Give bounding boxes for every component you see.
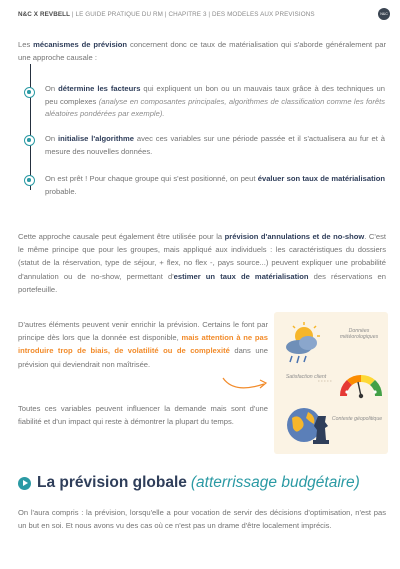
logo-text: N&C — [380, 12, 388, 16]
step-2 — [45, 133, 385, 158]
para3-text-2: dans une prévision qui deviendrait non maîtrisée. — [18, 346, 268, 369]
section-title: La prévision globale — [37, 474, 187, 491]
intro-paragraph — [18, 38, 386, 64]
cancellation-paragraph — [18, 230, 386, 296]
label-weather: Données météorologiques — [339, 328, 379, 341]
step-2-bold: initialise l'algorithme — [58, 134, 134, 143]
para4-text: Toutes ces variables peuvent influencer la demande mais sont d'une fiabilité et d'un impact qui reste à démontrer la plupart du temps. — [18, 404, 268, 427]
satisfaction-gauge-icon — [336, 366, 386, 400]
logo-badge — [378, 8, 390, 20]
step-1-text-1: On — [45, 84, 59, 93]
enrichment-paragraph — [18, 318, 268, 371]
timeline-bullet-icon — [24, 87, 35, 98]
step-1-text-2: qui expliquent un bon ou un mauvais taux grâce à des techniques un peu complexes — [45, 84, 385, 106]
para2-text-2: . C'est le même principe que pour les groupes, mais appliqué aux individuels : les caractéristiques du dossiers (statut de la réservation, type de séjour, + flex, no flex -, pays source...) peuvent expliquer une probabilité d'annulation ou de no-show, permettant d' — [18, 232, 386, 281]
step-3-text-2: probable. — [45, 186, 77, 196]
section-subtitle: (atterrissage budgétaire) — [190, 474, 360, 491]
step-2-text-1: On — [45, 134, 58, 143]
para3-text-1: D'autres éléments peuvent venir enrichir la prévision. Certains le font par principe dès lors que la donnée est disponible, — [18, 320, 268, 343]
factors-illustration — [274, 312, 388, 454]
dotted-arrow-icon — [318, 376, 336, 386]
intro-text-1: Les — [18, 40, 34, 49]
para3-warning: mais attention à ne pas introduire trop de biais, de volatilité ou de complexité — [18, 333, 268, 356]
step-2-text-2: avec ces variables sur une période passée et il s'actualisera au fur et à mesure des nouvelles données. — [45, 134, 385, 156]
running-header — [18, 11, 380, 18]
variables-paragraph — [18, 402, 268, 428]
global-forecast-paragraph — [18, 506, 386, 532]
header-chapter: | LE GUIDE PRATIQUE DU RM | CHAPITRE 3 | DES MODELES AUX PREVISIONS — [70, 11, 315, 18]
timeline-line — [30, 64, 31, 190]
label-satisfaction: Satisfaction client — [285, 374, 327, 380]
step-1 — [45, 83, 385, 121]
step-3-text-1: On est prêt ! Pour chaque groupe qui s'est positionné, on peut — [45, 174, 258, 183]
header-brand: N&C X REVBELL — [18, 11, 71, 18]
label-geopolitics: Contexte géopolitique — [331, 416, 383, 422]
timeline-bullet-icon — [24, 135, 35, 146]
para2-text-3: des réservations en portefeuille. — [18, 271, 386, 294]
step-1-bold: détermine les facteurs — [58, 84, 141, 93]
step-1-italic: (analyse en composantes principales, algorithmes de classification comme les forêts aléatoires pondérées par exemple). — [45, 96, 385, 119]
weather-icon — [280, 320, 330, 368]
para2-bold-2: estimer un taux de matérialisation — [173, 271, 309, 281]
para2-bold-1: prévision d'annulations et de no-show — [224, 232, 365, 241]
para5-text: On l'aura compris : la prévision, lorsqu'elle a pour vocation de servir des décisions d'optimisation, n'est pas un but en soi. Et nous avons vu des cas où ce n'est pas un drame d'être localement imprécis. — [18, 508, 386, 531]
intro-bold-1: mécanismes de prévision — [33, 40, 128, 49]
curved-arrow-icon — [220, 372, 270, 394]
play-arrow-icon — [18, 477, 31, 490]
globe-chess-icon — [284, 404, 334, 446]
step-3-bold: évaluer son taux de matérialisation — [257, 174, 385, 183]
section-heading — [18, 474, 360, 492]
para2-text-1: Cette approche causale peut également être utilisée pour la — [18, 232, 225, 241]
step-3 — [45, 173, 385, 198]
timeline-bullet-icon — [24, 175, 35, 186]
intro-text-2: concernent donc ce taux de matérialisation qui s'aborde généralement par une approche causale : — [18, 40, 387, 63]
